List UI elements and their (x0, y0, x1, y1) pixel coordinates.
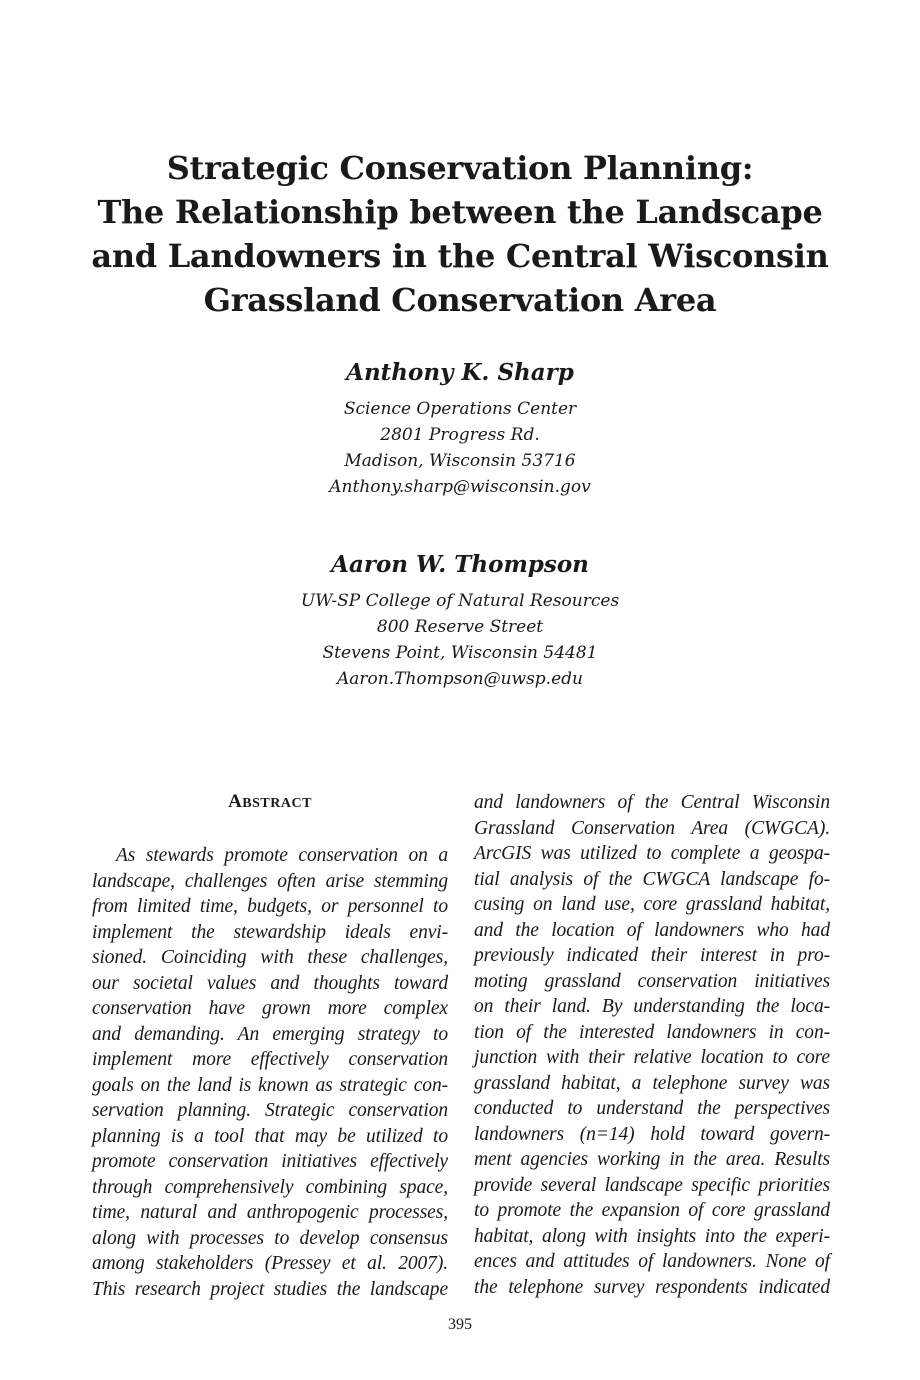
abstract-line: sioned. Coinciding with these challenges, (92, 947, 448, 968)
abstract-line: along with processes to develop consensus (92, 1227, 448, 1249)
author-block-1 (160, 358, 760, 500)
author-email: Anthony.sharp@wisconsin.gov (329, 477, 591, 497)
abstract-heading-rest: BSTRACT (242, 796, 312, 811)
abstract-line: our societal values and thoughts toward (92, 972, 448, 994)
abstract-line: previously indicated their interest in pro- (474, 945, 830, 966)
author-email: Aaron.Thompson@uwsp.edu (337, 669, 583, 689)
abstract-column-left (92, 788, 448, 1302)
abstract-line: habitat, along with insights into the experi- (474, 1225, 830, 1247)
author-city: Stevens Point, Wisconsin 54481 (322, 643, 598, 663)
abstract-line: time, natural and anthropogenic processes, (92, 1202, 448, 1223)
abstract-line: from limited time, budgets, or personnel to (92, 896, 448, 917)
abstract-heading (92, 788, 448, 817)
abstract-heading-initial: A (228, 791, 243, 812)
abstract-line: to promote the expansion of core grassland (474, 1200, 830, 1221)
author-name: Aaron W. Thompson (331, 551, 589, 578)
abstract-line: ArcGIS was utilized to complete a geospa- (474, 843, 830, 864)
title-line: and Landowners in the Central Wisconsin (91, 237, 829, 275)
abstract-line: and landowners of the Central Wisconsin (474, 792, 830, 813)
abstract-line: among stakeholders (Pressey et al. 2007). (92, 1253, 448, 1274)
abstract-line: and the location of landowners who had (474, 919, 830, 941)
abstract-line: implement the stewardship ideals envi- (92, 921, 448, 943)
author-street: 2801 Progress Rd. (380, 425, 540, 445)
abstract-column-right (474, 790, 830, 1300)
abstract-line: landscape, challenges often arise stemming (92, 870, 448, 892)
abstract-line: cusing on land use, core grassland habitat, (474, 894, 830, 915)
author-street: 800 Reserve Street (376, 617, 544, 637)
abstract-line: promote conservation initiatives effectively (92, 1151, 448, 1172)
abstract-line: tion of the interested landowners in con- (474, 1021, 830, 1043)
author-affiliation: Science Operations Center (343, 399, 577, 419)
abstract-line: tial analysis of the CWGCA landscape fo- (474, 868, 830, 890)
title-line: Strategic Conservation Planning: (166, 149, 754, 187)
abstract-line: provide several landscape specific priorities (474, 1174, 830, 1196)
abstract-line: through comprehensively combining space, (92, 1176, 448, 1198)
abstract-text-left (92, 843, 448, 1302)
abstract-line: ences and attitudes of landowners. None of (474, 1251, 830, 1272)
abstract-line: junction with their relative location to core (474, 1047, 830, 1068)
abstract-line: As stewards promote conservation on a (116, 845, 448, 866)
abstract-line: servation planning. Strategic conservation (92, 1100, 448, 1121)
abstract-line: on their land. By understanding the loca- (474, 996, 830, 1017)
abstract-line: goals on the land is known as strategic con- (92, 1074, 448, 1096)
abstract-line: conducted to understand the perspectives (474, 1098, 830, 1119)
author-name: Anthony K. Sharp (346, 359, 574, 386)
abstract-line: Grassland Conservation Area (CWGCA). (474, 817, 830, 839)
abstract-line: landowners (n=14) hold toward govern- (474, 1123, 830, 1145)
page-number: 395 (448, 1316, 472, 1333)
author-city: Madison, Wisconsin 53716 (344, 451, 576, 471)
abstract-line: moting grassland conservation initiatives (474, 970, 830, 992)
title-line: The Relationship between the Landscape (97, 193, 823, 231)
abstract-line: grassland habitat, a telephone survey was (474, 1072, 830, 1094)
paper-title (60, 146, 860, 322)
abstract-line: This research project studies the landscape (92, 1278, 448, 1300)
title-line: Grassland Conservation Area (203, 281, 717, 319)
abstract-line: planning is a tool that may be utilized to (92, 1125, 448, 1147)
author-affiliation: UW-SP College of Natural Resources (300, 591, 620, 611)
abstract-line: the telephone survey respondents indicated (474, 1276, 830, 1298)
abstract-line: implement more effectively conservation (92, 1049, 448, 1070)
author-block-2 (160, 550, 760, 692)
abstract-line: and demanding. An emerging strategy to (92, 1023, 448, 1045)
abstract-line: conservation have grown more complex (92, 998, 448, 1019)
abstract-text-right (474, 790, 830, 1300)
abstract-line: ment agencies working in the area. Results (474, 1149, 830, 1170)
